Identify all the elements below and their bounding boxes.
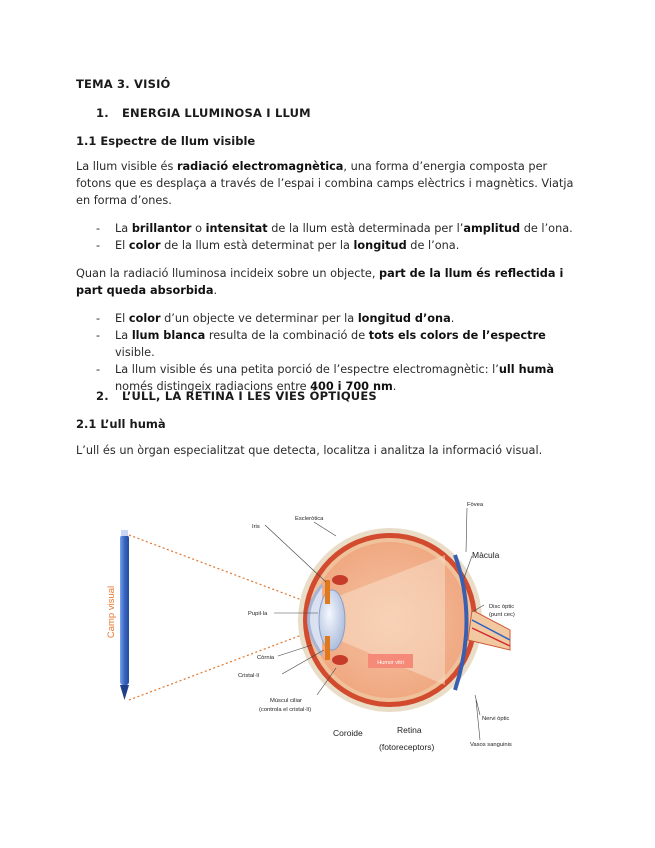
list-2 (96, 310, 586, 395)
retina-label: Retina (397, 725, 422, 735)
para1-bold: radiació electromagnètica (176, 160, 344, 173)
humor-vitri-label: Humor vitri (377, 660, 404, 666)
iris-label: Iris (252, 524, 260, 530)
list-item: - La llum blanca resulta de la combinació de tots els colors de l’espectre visible. (96, 327, 586, 361)
pupil-la-label: Pupil·la (248, 611, 268, 617)
list-item: - La llum visible és una petita porció de l’espectre electromagnètic: l’ull humà només distingeix radiacions entre 400 i 700 nm. (96, 361, 586, 395)
section-2-number: 2. (96, 389, 109, 403)
list-item: - El color d’un objecte ve determinar per la longitud d’ona. (96, 310, 586, 327)
para2-text-c: . (213, 284, 218, 297)
cristal-li-label: Cristal·lí (238, 673, 260, 679)
subsection-2-1-heading: 2.1 L’ull humà (76, 417, 166, 431)
escleroitica-label: Escleròtica (295, 516, 324, 522)
section-2-title: L’ULL, LA RETINA I LES VIES ÒPTIQUES (122, 389, 377, 403)
muscul-ciliar-label: Múscul ciliar (270, 698, 302, 704)
eye-diagram (100, 490, 525, 760)
fovea-label: Fòvea (467, 502, 484, 508)
list-1 (96, 220, 586, 254)
vasos-sanguinis-label: Vasos sanguinis (470, 742, 512, 748)
field-of-view-lines (129, 535, 315, 700)
paragraph-1 (76, 158, 581, 209)
section-1-heading (96, 106, 311, 120)
fotoreceptors-label: (fotoreceptors) (379, 742, 435, 752)
para2-bold: part de la llum és reflectida i part queda absorbida (76, 267, 564, 297)
cornia-label: Còrnia (257, 655, 275, 661)
para1-text-c: , una forma d’energia composta per fotons que es desplaça a través de l’espai i combina camps elèctrics i magnètics. Viatja en forma d’ones. (76, 160, 574, 207)
disc-optic-label: Disc òptic (489, 604, 515, 610)
para2-text-a: Quan la radiació lluminosa incideix sobre un objecte, (76, 267, 380, 280)
page-title: TEMA 3. VISIÓ (76, 77, 171, 91)
section-1-number: 1. (96, 106, 109, 120)
section-2-heading (96, 389, 377, 403)
muscul-ciliar-sub-label: (controla el cristal·lí) (259, 707, 312, 713)
macula-label: Màcula (472, 550, 500, 560)
pencil-icon (120, 530, 129, 700)
list-item: - El color de la llum està determinat per la longitud de l’ona. (96, 237, 586, 254)
nervi-optic-label: Nervi òptic (482, 716, 510, 722)
section-1-title: ENERGIA LLUMINOSA I LLUM (122, 106, 311, 120)
para1-text-a: La llum visible és (76, 160, 177, 173)
camp-visual-label: Camp visual (106, 585, 117, 639)
paragraph-2 (76, 265, 581, 299)
disc-optic-sub-label: (punt cec) (489, 612, 515, 618)
subsection-1-1-heading: 1.1 Espectre de llum visible (76, 134, 256, 148)
coroide-label: Coroide (333, 728, 363, 738)
paragraph-3: L’ull és un òrgan especialitzat que detecta, localitza i analitza la informació visual. (76, 444, 543, 457)
list-item: - La brillantor o intensitat de la llum està determinada per l’amplitud de l’ona. (96, 220, 586, 237)
